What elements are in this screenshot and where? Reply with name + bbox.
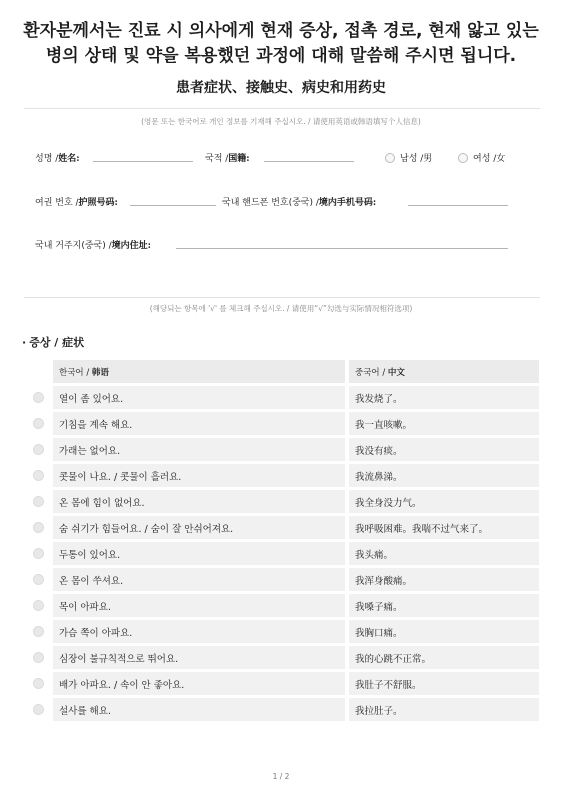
info-note: (영문 또는 한국어로 개인 정보를 기재해 주십시오. / 请使用英语或韩语填写个人信息) [141,117,421,126]
korean-cell: 배가 아파요. / 속이 안 좋아요. [53,672,345,695]
row-checkbox[interactable] [24,516,53,539]
table-row [24,672,539,695]
chinese-cell: 我全身没力气。 [345,490,539,513]
korean-cell: 심장이 불규칙적으로 뛰어요. [53,646,345,669]
gender-male-option[interactable] [385,151,432,164]
korean-cell: 기침을 계속 해요. [53,412,345,435]
korean-cell: 숨 쉬기가 힘들어요. / 숨이 잘 안쉬어져요. [53,516,345,539]
male-radio[interactable] [385,153,395,163]
chinese-cell: 我拉肚子。 [345,698,539,721]
korean-cell: 목이 아파요. [53,594,345,617]
header-chinese: 중국어 / 中文 [345,360,539,383]
chinese-cell: 我头痛。 [345,542,539,565]
korean-cell: 온 몸이 쑤셔요. [53,568,345,591]
row-checkbox[interactable] [24,412,53,435]
phone-field[interactable] [408,205,508,206]
row-checkbox[interactable] [24,646,53,669]
table-row [24,516,539,539]
phone-label: 국내 핸드폰 번호(중국) /境内手机号码: [222,198,377,208]
korean-cell: 설사를 해요. [53,698,345,721]
table-row [24,438,539,461]
korean-cell: 가래는 없어요. [53,438,345,461]
passport-label: 여권 번호 /护照号码: [35,198,118,208]
divider [24,297,540,298]
address-field[interactable] [176,248,508,249]
gender-female-option[interactable] [458,151,505,164]
passport-field[interactable] [130,205,216,206]
korean-cell: 콧물이 나요. / 콧물이 흘러요. [53,464,345,487]
korean-cell: 온 몸에 힘이 없어요. [53,490,345,513]
row-checkbox[interactable] [24,438,53,461]
table-header-row [24,360,539,383]
chinese-cell: 我胸口痛。 [345,620,539,643]
table-row [24,568,539,591]
nationality-field[interactable] [264,161,354,162]
table-row [24,490,539,513]
table-row [24,412,539,435]
row-checkbox[interactable] [24,542,53,565]
name-label: 성명 /姓名: [35,154,80,164]
nationality-label: 국적 /国籍: [205,154,250,164]
table-row [24,386,539,409]
chinese-cell: 我发烧了。 [345,386,539,409]
header-check-cell [24,360,53,383]
page-number: 1 / 2 [272,772,290,781]
female-label: 여성 /女 [473,154,506,164]
chinese-cell: 我流鼻涕。 [345,464,539,487]
chinese-cell: 我浑身酸痛。 [345,568,539,591]
section-title-symptoms: · 증상 / 症状 [22,336,85,349]
male-label: 남성 /男 [400,154,433,164]
chinese-cell: 我的心跳不正常。 [345,646,539,669]
row-checkbox[interactable] [24,594,53,617]
korean-cell: 가슴 쪽이 아파요. [53,620,345,643]
name-field[interactable] [93,161,193,162]
row-checkbox[interactable] [24,464,53,487]
table-row [24,464,539,487]
table-row [24,542,539,565]
table-row [24,620,539,643]
symptom-table [24,357,539,724]
chinese-cell: 我呼吸困难。我喘不过气来了。 [345,516,539,539]
chinese-cell: 我嗓子痛。 [345,594,539,617]
korean-cell: 두통이 있어요. [53,542,345,565]
subtitle: 患者症状、接触史、病史和用药史 [176,80,386,96]
table-row [24,594,539,617]
divider [24,108,540,109]
address-label: 국내 거주지(중국) /境内住址: [35,241,151,251]
title-line-2: 병의 상태 및 약을 복용했던 과정에 대해 말씀해 주시면 됩니다. [45,46,517,66]
table-row [24,698,539,721]
row-checkbox[interactable] [24,568,53,591]
row-checkbox[interactable] [24,386,53,409]
row-checkbox[interactable] [24,490,53,513]
female-radio[interactable] [458,153,468,163]
chinese-cell: 我一直咳嗽。 [345,412,539,435]
title-line-1: 환자분께서는 진료 시 의사에게 현재 증상, 접촉 경로, 현재 앓고 있는 [23,21,539,41]
chinese-cell: 我肚子不舒服。 [345,672,539,695]
row-checkbox[interactable] [24,698,53,721]
check-note: (해당되는 항목에 '√' 를 체크해 주십시오. / 请使用“√”勾选与实际情况相符选项) [149,304,413,313]
row-checkbox[interactable] [24,620,53,643]
korean-cell: 열이 좀 있어요. [53,386,345,409]
row-checkbox[interactable] [24,672,53,695]
table-row [24,646,539,669]
header-korean: 한국어 / 韩语 [53,360,345,383]
chinese-cell: 我没有痰。 [345,438,539,461]
